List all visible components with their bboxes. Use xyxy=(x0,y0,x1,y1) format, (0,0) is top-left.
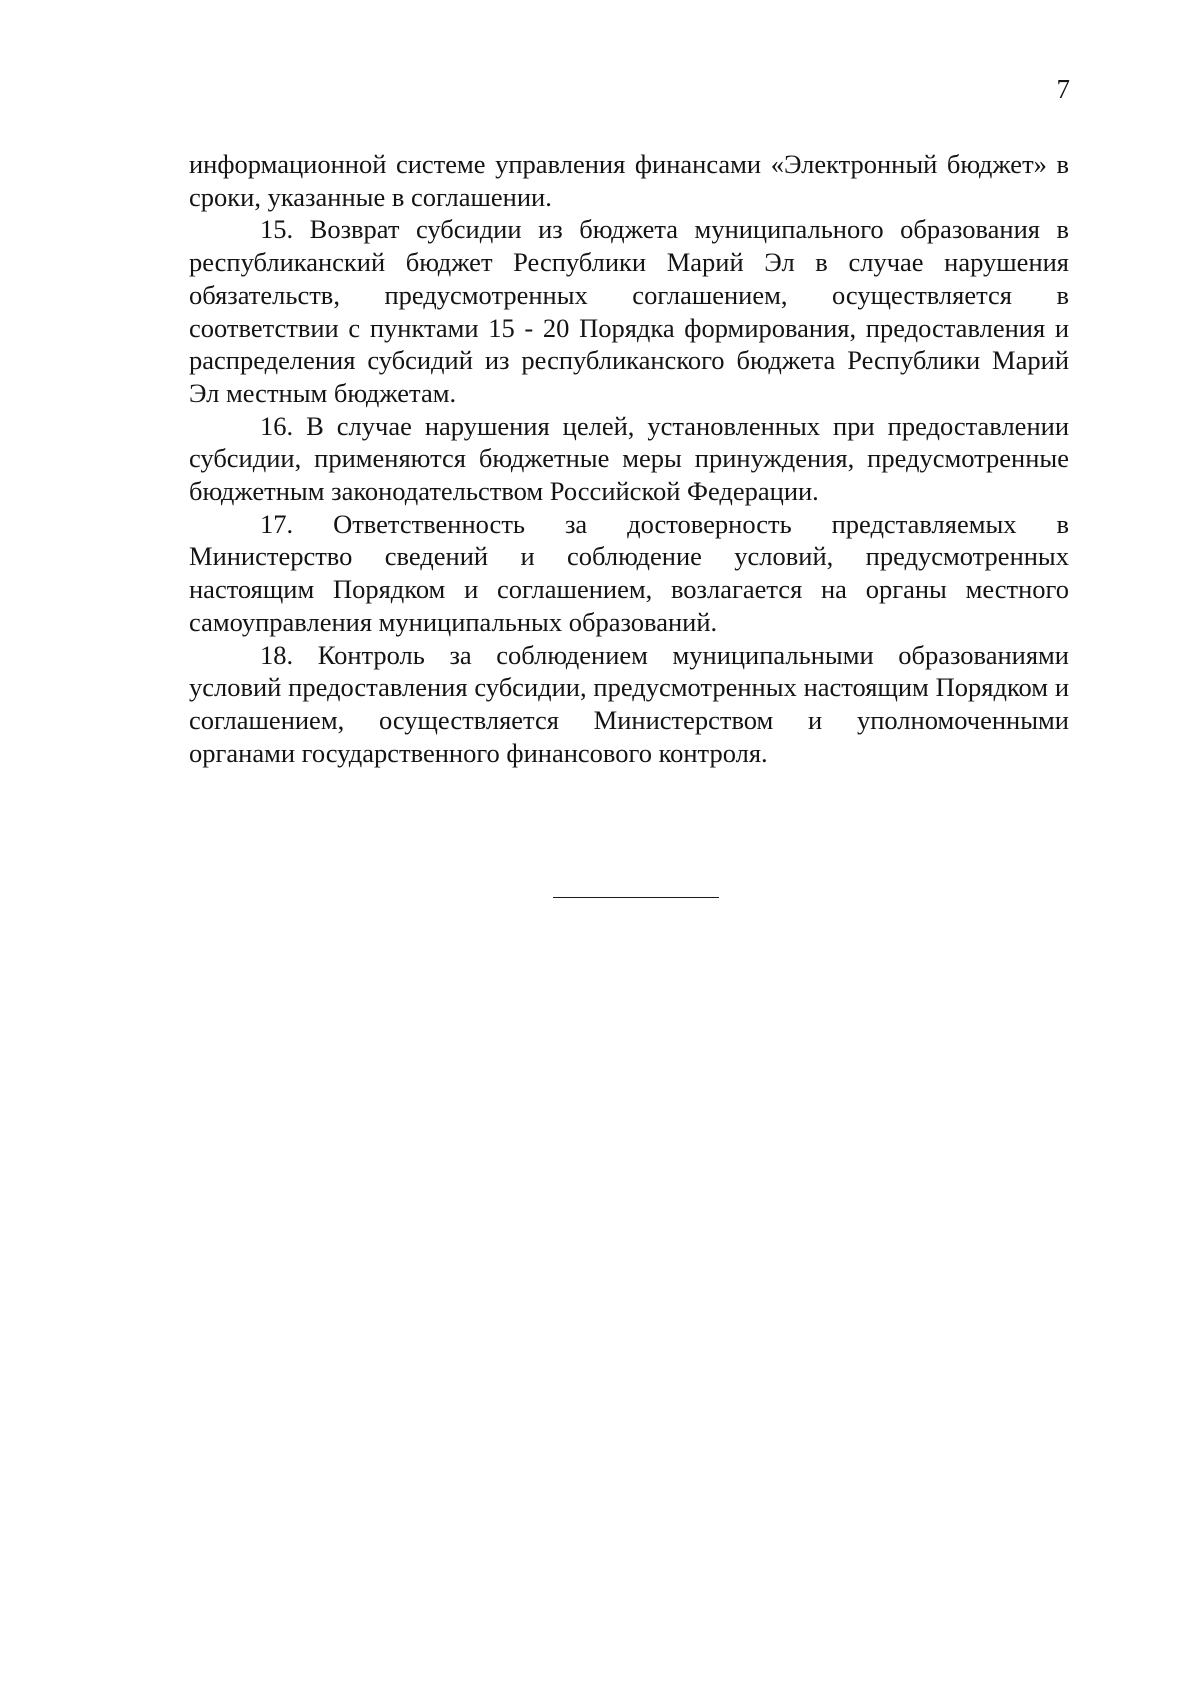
paragraph-16-violation-measures: 16. В случае нарушения целей, установленных при предоставлении субсидии, применяются бюджетные меры принуждения, предусмотренные бюджетным законодательством Российской Федерации. xyxy=(189,410,1069,507)
end-of-document-rule xyxy=(553,897,719,898)
page-number: 7 xyxy=(1056,74,1070,104)
paragraph-15-subsidy-return: 15. Возврат субсидии из бюджета муниципального образования в республиканский бюджет Республики Марий Эл в случае нарушения обязательств, предусмотренных соглашением, осуществляется в соответствии с пунктами 15 - 20 Порядка формирования, предоставления и распределения субсидий из республиканского бюджета Республики Марий Эл местным бюджетам. xyxy=(189,214,1069,408)
paragraph-18-control: 18. Контроль за соблюдением муниципальными образованиями условий предоставления субсидии, предусмотренных настоящим Порядком и соглашением, осуществляется Министерством и уполномоченными органами государственного финансового контроля. xyxy=(189,639,1069,768)
document-body xyxy=(189,148,1069,769)
paragraph-continuation: информационной системе управления финансами «Электронный бюджет» в сроки, указанные в соглашении. xyxy=(189,149,1069,212)
paragraph-17-responsibility: 17. Ответственность за достоверность представляемых в Министерство сведений и соблюдение условий, предусмотренных настоящим Порядком и соглашением, возлагается на органы местного самоуправления муниципальных образований. xyxy=(189,508,1069,637)
